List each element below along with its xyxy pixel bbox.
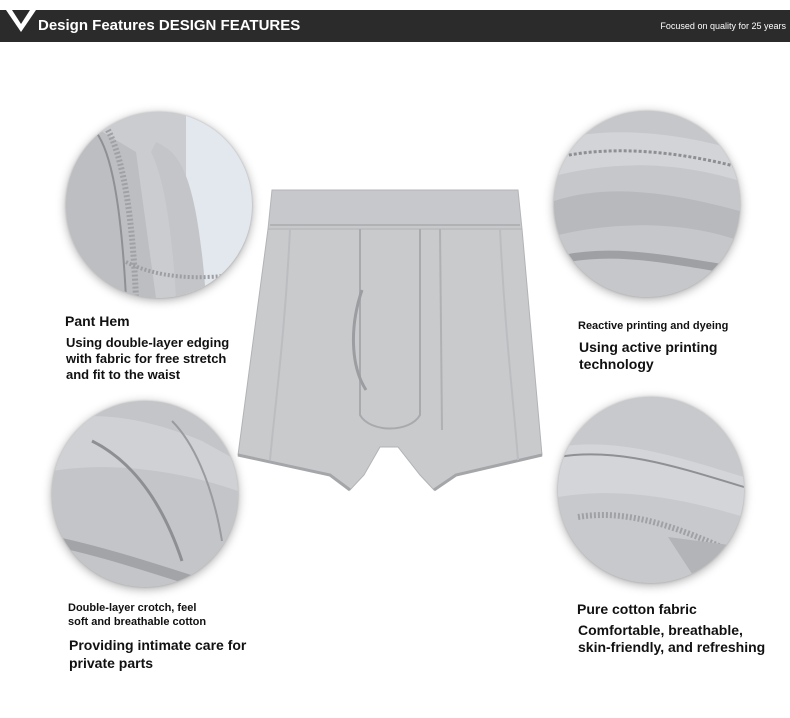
cotton-desc-line-1: Comfortable, breathable, xyxy=(578,622,743,638)
pant-hem-heading: Pant Hem xyxy=(65,313,130,329)
header-bar xyxy=(0,10,790,42)
pant-hem-detail-image xyxy=(66,112,252,298)
boxer-briefs-product-image xyxy=(230,185,560,495)
crotch-heading-line-2: soft and breathable cotton xyxy=(68,616,207,628)
section-title: Design Features DESIGN FEATURES xyxy=(38,17,301,34)
printing-desc-line-1: Using active printing xyxy=(579,339,718,355)
printing-detail-image xyxy=(554,111,740,297)
crotch-detail-image xyxy=(52,401,238,587)
pant-hem-desc-line-2: with fabric for free stretch xyxy=(66,351,227,366)
cotton-heading: Pure cotton fabric xyxy=(577,601,697,617)
printing-desc-line-2: technology xyxy=(579,356,654,372)
triangle-down-icon xyxy=(6,10,36,42)
pant-hem-desc-line-1: Using double-layer edging xyxy=(66,335,230,350)
cotton-desc-line-2: skin-friendly, and refreshing xyxy=(578,639,766,655)
tagline: Focused on quality for 25 years xyxy=(660,21,786,31)
crotch-desc-line-1: Providing intimate care for xyxy=(69,637,247,653)
cotton-fabric-detail-image xyxy=(558,397,744,583)
crotch-desc-line-2: private parts xyxy=(69,655,154,671)
printing-heading: Reactive printing and dyeing xyxy=(578,320,729,332)
crotch-heading-line-1: Double-layer crotch, feel xyxy=(68,602,197,614)
pant-hem-desc-line-3: and fit to the waist xyxy=(66,367,181,382)
